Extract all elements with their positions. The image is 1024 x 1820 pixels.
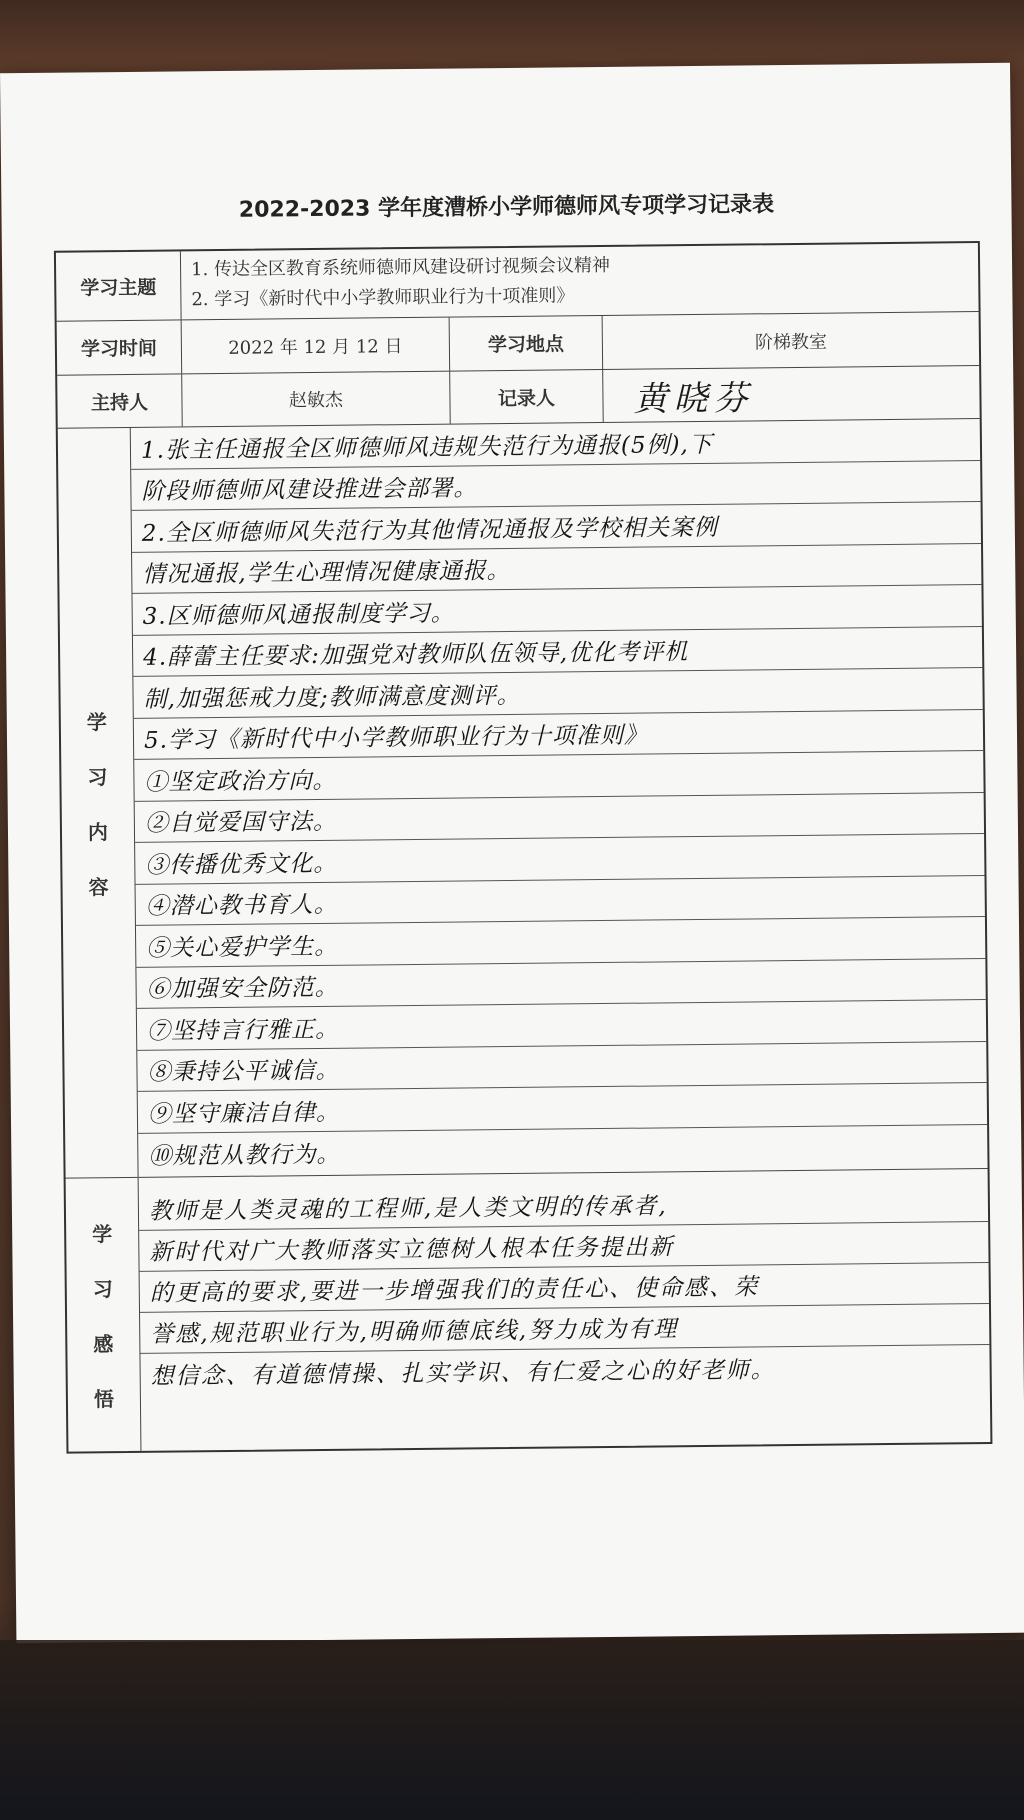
content-line: ①坚定政治方向。: [134, 751, 983, 801]
content-line: 阶段师德师风建设推进会部署。: [131, 461, 980, 511]
reflection-lines: [139, 1169, 991, 1451]
sheet-title: 2022-2023 学年度漕桥小学师德师风专项学习记录表: [238, 192, 775, 223]
content-line: ②自觉爱国守法。: [135, 793, 984, 843]
content-line: ⑥加强安全防范。: [136, 959, 985, 1009]
place-value: 阶梯教室: [754, 331, 827, 353]
reflection-label-char-4: 悟: [93, 1386, 115, 1411]
content-line: 3.区师德师风通报制度学习。: [132, 585, 981, 635]
record-form: [54, 241, 993, 1454]
host-recorder-row: [57, 366, 980, 429]
topic-line-2: 2. 学习《新时代中小学教师职业行为十项准则》: [191, 285, 575, 311]
reflection-section: [66, 1169, 991, 1452]
record-sheet: [0, 63, 1024, 1643]
content-label-char-4: 容: [88, 874, 109, 899]
content-line: 2.全区师德师风失范行为其他情况通报及学校相关案例: [132, 502, 981, 552]
content-section: [58, 419, 988, 1179]
time-label: 学习时间: [57, 320, 183, 374]
content-line: 4.薛蕾主任要求:加强党对教师队伍领导,优化考评机: [133, 627, 982, 677]
content-line: ⑦坚持言行雅正。: [137, 1000, 986, 1050]
reflection-label-char-2: 习: [92, 1276, 113, 1301]
host-label: 主持人: [57, 374, 183, 427]
host-value: 赵敏杰: [182, 372, 451, 427]
content-line: ⑩规范从教行为。: [148, 1141, 341, 1170]
topic-value: [181, 243, 979, 319]
content-line: ⑤关心爱护学生。: [136, 917, 985, 967]
date-value: 2022 年 12 月 12 日: [182, 318, 451, 374]
place-label: 学习地点: [450, 316, 604, 371]
topic-row: [56, 243, 979, 322]
content-line: ⑧秉持公平诚信。: [137, 1042, 986, 1092]
reflection-label-char-3: 感: [93, 1331, 114, 1356]
topic-label: 学习主题: [56, 251, 182, 320]
time-place-row: [57, 312, 980, 376]
topic-line-1: 1. 传达全区教育系统师德师风建设研讨视频会议精神: [190, 254, 611, 281]
content-label-char-2: 习: [87, 764, 108, 789]
content-line: 情况通报,学生心理情况健康通报。: [132, 544, 981, 594]
content-line: 制,加强惩戒力度;教师满意度测评。: [133, 668, 982, 718]
reflection-label: [66, 1178, 142, 1452]
recorder-signature: 黄晓芬: [633, 377, 754, 420]
recorder-label: 记录人: [450, 370, 604, 424]
reflection-line: 新时代对广大教师落实立德树人根本任务提出新: [139, 1222, 988, 1272]
desk-background: [0, 1640, 1024, 1820]
content-lines: [131, 419, 988, 1177]
content-line: ⑨坚守廉洁自律。: [138, 1083, 987, 1133]
reflection-line: 想信念、有道德情操、扎实学识、有仁爱之心的好老师。: [150, 1357, 776, 1390]
reflection-label-char-1: 学: [92, 1221, 113, 1246]
content-line: ③传播优秀文化。: [135, 834, 984, 884]
content-line: 1.张主任通报全区师德师风违规失范行为通报(5例),下: [131, 419, 980, 469]
content-label: [58, 428, 139, 1178]
content-label-char-1: 学: [86, 709, 107, 734]
content-line: 5.学习《新时代中小学教师职业行为十项准则》: [134, 710, 983, 760]
reflection-line: 教师是人类灵魂的工程师,是人类文明的传承者,: [139, 1181, 988, 1231]
content-label-char-3: 内: [87, 819, 109, 844]
content-line: ④潜心教书育人。: [136, 876, 985, 926]
reflection-line: 的更高的要求,要进一步增强我们的责任心、使命感、荣: [140, 1263, 989, 1313]
reflection-line: 誉感,规范职业行为,明确师德底线,努力成为有理: [140, 1304, 989, 1354]
